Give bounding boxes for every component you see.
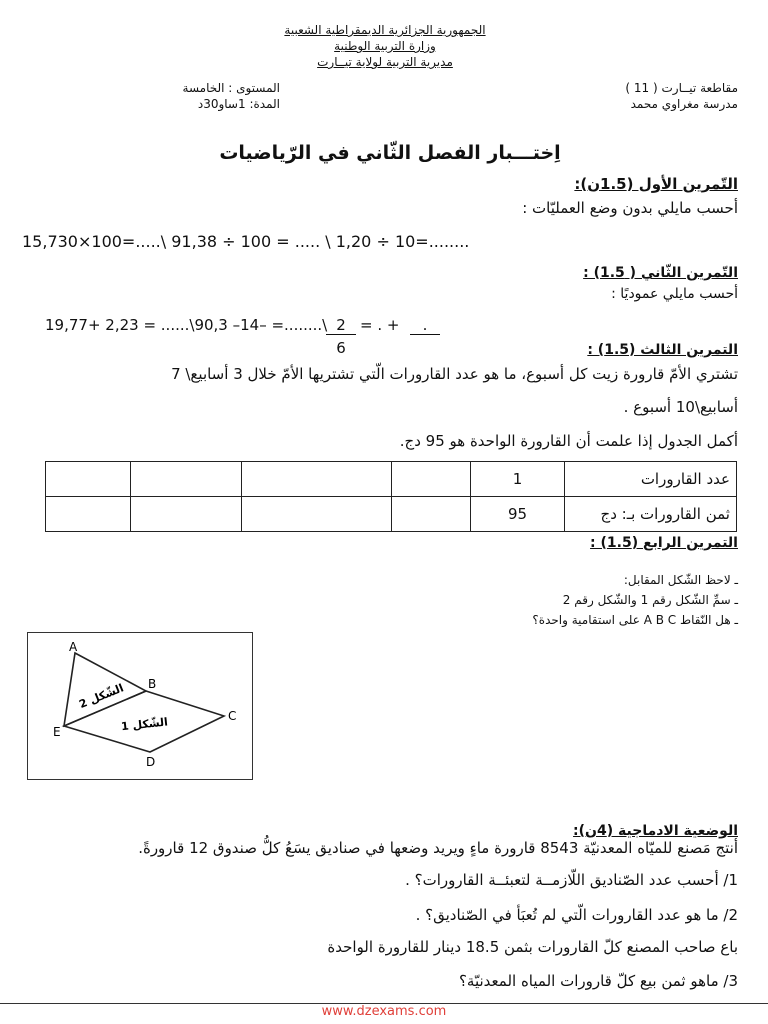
table-cell-empty (130, 497, 241, 532)
ex1-expressions: 15,730×100=.....\ 91,38 ÷ 100 = ..... \ 1,20 ÷ 10=........ (22, 232, 470, 251)
ex2-fraction-blank: . (410, 316, 440, 335)
table-cell-empty (46, 462, 131, 497)
point-label-d: D (146, 755, 156, 769)
shape-2-label: الشّكل 2 (77, 681, 126, 711)
footer-site-link[interactable]: www.dzexams.com (321, 1004, 447, 1019)
table-cell-price: 95 (470, 497, 565, 532)
header-district: مقاطعة تيــارت ( 11 ) (625, 81, 738, 95)
table-row (46, 462, 737, 497)
integration-heading: الوضعية الادماجية (4ن): (573, 823, 738, 839)
ex1-heading: التّمرين الأول (1.5ن): (574, 175, 738, 193)
table-cell-empty (241, 497, 391, 532)
ex4-item2: ـ سمِّ الشّكل رقم 1 والشّكل رقم 2 (562, 593, 738, 607)
table-cell-empty (391, 497, 470, 532)
integration-sold: باع صاحب المصنع كلّ القارورات بثمن 18.5 دينار للقارورة الواحدة (327, 938, 738, 956)
header-school: مدرسة مغراوي محمد (630, 97, 738, 111)
header-ministry: وزارة التربية الوطنية (334, 39, 436, 53)
ex2-fraction-denominator: 6 (336, 339, 346, 357)
page-title: اِختـــبار الفصل الثّاني في الرّياضيات (219, 142, 561, 164)
table-label-price: ثمن القارورات بـ: دج (565, 497, 737, 532)
ex2-heading: التّمرين الثّاني ( 1.5) : (583, 265, 738, 281)
table-cell-empty (130, 462, 241, 497)
geometry-drawing (28, 633, 252, 779)
header-republic: الجمهورية الجزائرية الديمقراطية الشعبية (284, 23, 486, 37)
integration-q2: 2/ ما هو عدد القارورات الّتي لم تُعبَأ في الصّناديق؟ . (415, 906, 738, 924)
table-label-count: عدد القارورات (565, 462, 737, 497)
table-cell-empty (391, 462, 470, 497)
ex3-line2: أسابيع\10 أسبوع . (623, 398, 738, 416)
ex2-fraction-rest: = . + (360, 316, 400, 334)
ex2-instruction: أحسب مايلي عموديًا : (611, 286, 738, 302)
ex3-heading: التمرين الثالث (1.5) : (587, 342, 738, 358)
table-cell-empty (241, 462, 391, 497)
ex3-line1: تشتري الأمّ قارورة زيت كل أسبوع، ما هو عدد القارورات الّتي تشتريها الأمّ خلال 3 أسابيع\ 7 (171, 365, 738, 383)
ex4-item3: ـ هل النّقاط A B C على استقامية واحدة؟ (532, 613, 738, 627)
point-label-e: E (53, 725, 61, 739)
ex3-instruction: أكمل الجدول إذا علمت أن القارورة الواحدة هو 95 دج. (399, 432, 738, 450)
integration-intro: أنتج مَصنع للميّاه المعدنيّة 8543 قارورة ماءٍ ويريد وضعها في صناديق يسَعُ كلُّ صندوق 12 قارورةً. (138, 839, 738, 857)
integration-q1: 1/ أحسب عدد الصّناديق اللّازمــة لتعبئــة القارورات؟ . (405, 871, 738, 889)
table-row (46, 497, 737, 532)
point-label-c: C (228, 709, 237, 723)
geometry-figure (27, 632, 253, 780)
ex4-heading: التمرين الرابع (1.5) : (590, 535, 738, 551)
ex4-item1: ـ لاحظ الشّكل المقابل: (623, 573, 738, 587)
header-directorate: مديرية التربية لولاية تيــارت (317, 55, 453, 69)
table-cell-empty (46, 497, 131, 532)
ex1-instruction: أحسب مايلي بدون وضع العمليّات : (522, 199, 738, 217)
point-label-b: B (148, 677, 157, 691)
header-level: المستوى : الخامسة (182, 81, 280, 95)
bottles-table (45, 461, 737, 532)
integration-q3: 3/ ماهو ثمن بيع كلّ قارورات المياه المعدنيّة؟ (458, 972, 738, 990)
shape-1-label: الشّكل 1 (120, 715, 169, 734)
ex2-expressions: 19,77+ 2,23 = ......\90,3 –14– =........\ (45, 316, 328, 334)
point-label-a: A (69, 640, 78, 654)
table-cell-count: 1 (470, 462, 565, 497)
header-duration: المدة: 1ساو30د (197, 97, 280, 111)
ex2-fraction-numerator: 2 (326, 316, 356, 335)
